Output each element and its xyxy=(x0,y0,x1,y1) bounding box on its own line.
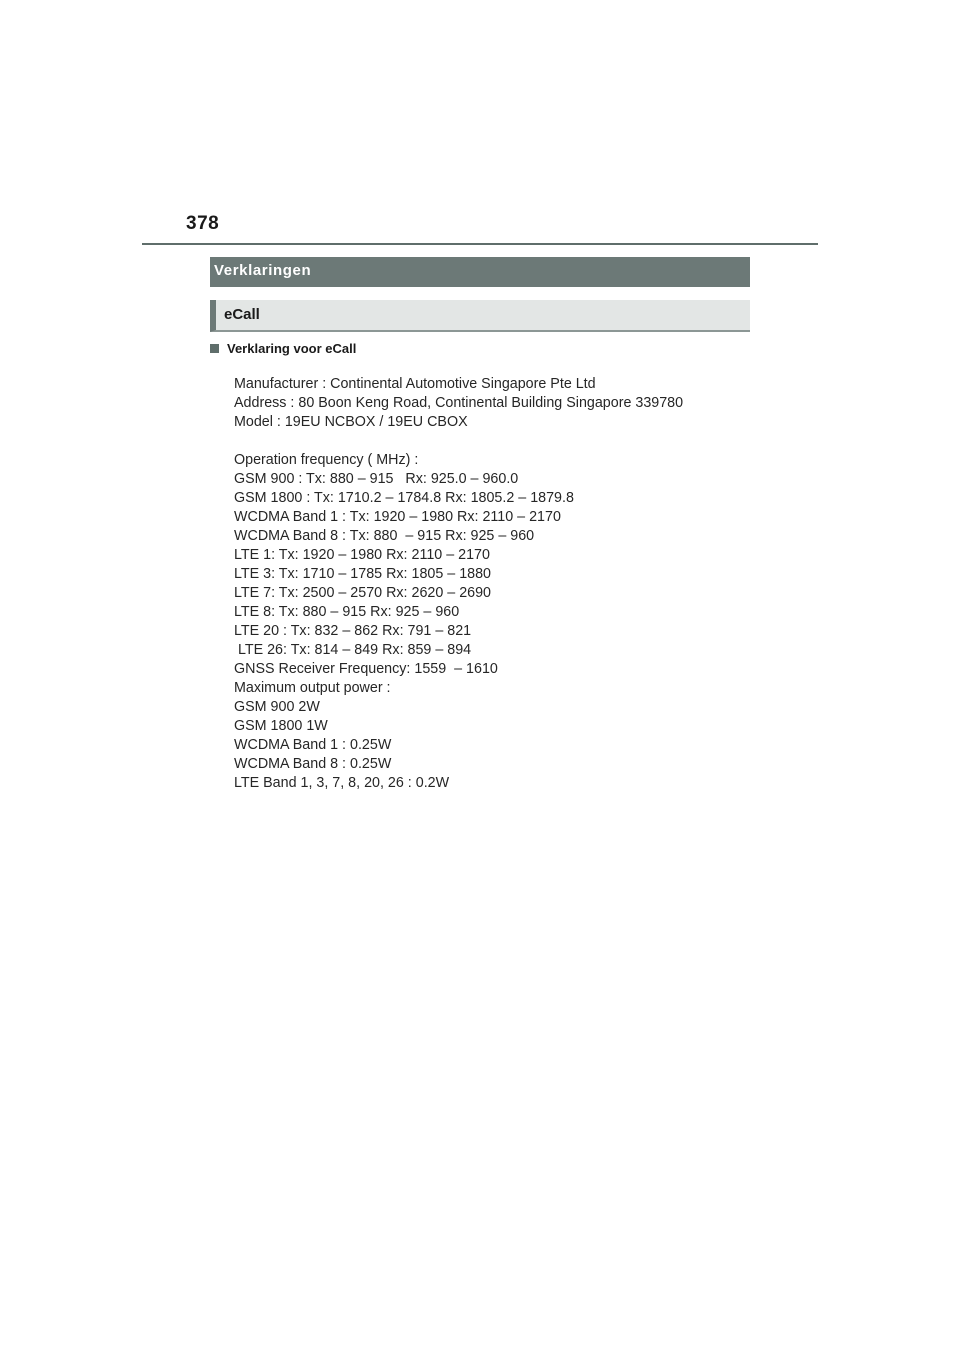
header-rule xyxy=(142,243,818,245)
declaration-line: LTE 3: Tx: 1710 – 1785 Rx: 1805 – 1880 xyxy=(234,566,491,582)
declaration-line: WCDMA Band 8 : Tx: 880 – 915 Rx: 925 – 960 xyxy=(234,528,535,544)
declaration-line: WCDMA Band 8 : 0.25W xyxy=(234,756,392,772)
declaration-line: Maximum output power : xyxy=(234,680,391,696)
subsection-header-bar xyxy=(210,300,750,332)
declaration-line: LTE 26: Tx: 814 – 849 Rx: 859 – 894 xyxy=(234,642,472,658)
declaration-line: Model : 19EU NCBOX / 19EU CBOX xyxy=(234,414,468,430)
declaration-line: Address : 80 Boon Keng Road, Continental Building Singapore 339780 xyxy=(234,395,684,411)
declaration-line: LTE 7: Tx: 2500 – 2570 Rx: 2620 – 2690 xyxy=(234,585,491,601)
declaration-line: GSM 900 : Tx: 880 – 915 Rx: 925.0 – 960.0 xyxy=(234,471,519,487)
declaration-line: GSM 900 2W xyxy=(234,699,320,715)
declaration-line: LTE 20 : Tx: 832 – 862 Rx: 791 – 821 xyxy=(234,623,472,639)
item-heading xyxy=(210,340,356,358)
declaration-line: GSM 1800 : Tx: 1710.2 – 1784.8 Rx: 1805.2 – 1879.8 xyxy=(234,490,574,506)
item-heading-text: Verklaring voor eCall xyxy=(227,341,357,356)
page-number: 378 xyxy=(186,213,220,234)
declaration-line: LTE Band 1, 3, 7, 8, 20, 26 : 0.2W xyxy=(234,775,450,791)
subsection-title: eCall xyxy=(224,306,260,323)
declaration-line: WCDMA Band 1 : Tx: 1920 – 1980 Rx: 2110 – 2170 xyxy=(234,509,561,525)
declaration-line: GNSS Receiver Frequency: 1559 – 1610 xyxy=(234,661,498,677)
section-title: Verklaringen xyxy=(214,262,312,279)
declaration-line: LTE 8: Tx: 880 – 915 Rx: 925 – 960 xyxy=(234,604,460,620)
declaration-line: LTE 1: Tx: 1920 – 1980 Rx: 2110 – 2170 xyxy=(234,547,490,563)
declaration-line: Operation frequency ( MHz) : xyxy=(234,452,419,468)
declaration-line: WCDMA Band 1 : 0.25W xyxy=(234,737,392,753)
declaration-block xyxy=(234,375,734,795)
square-bullet-icon xyxy=(210,344,219,353)
declaration-line: GSM 1800 1W xyxy=(234,718,328,734)
declaration-line: Manufacturer : Continental Automotive Singapore Pte Ltd xyxy=(234,376,596,392)
section-header-bar xyxy=(210,257,750,287)
